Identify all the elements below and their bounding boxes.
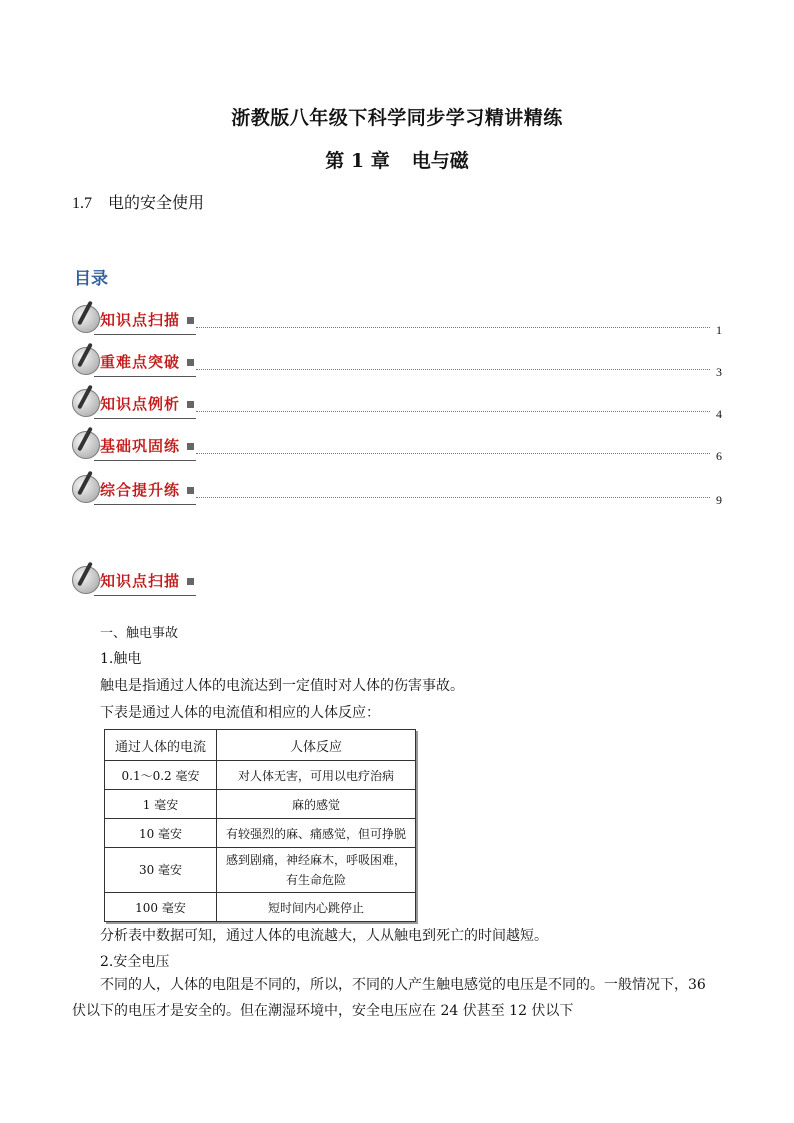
- part-title: 一、触电事故: [100, 626, 179, 641]
- toc-entry-label: 重难点突破: [100, 353, 181, 371]
- toc-heading: 目录: [74, 269, 108, 289]
- paragraph-analysis: 分析表中数据可知，通过人体的电流越大，人从触电到死亡的时间越短。: [100, 928, 548, 944]
- subheading-electric-shock: 1.触电: [100, 651, 142, 667]
- square-marker-icon: [187, 487, 194, 494]
- toc-entry[interactable]: [72, 387, 722, 423]
- dot-leader: [196, 369, 710, 370]
- dot-leader: [196, 327, 710, 328]
- dot-leader: [196, 497, 710, 498]
- toc-page-number: 9: [716, 493, 722, 507]
- toc-page-number: 6: [716, 449, 722, 463]
- toc-entry-label: 基础巩固练: [100, 437, 181, 455]
- dot-leader: [196, 453, 710, 454]
- table-cell-current: 30 毫安: [105, 848, 217, 893]
- table-cell-response: 有较强烈的麻、痛感觉，但可挣脱: [217, 819, 416, 848]
- toc-entry-label: 综合提升练: [100, 481, 181, 499]
- toc-badge: [72, 387, 196, 421]
- badge-underline: [94, 334, 196, 335]
- toc-entry-label: 知识点例析: [100, 395, 181, 413]
- table-row: [105, 790, 416, 819]
- paragraph-definition: 触电是指通过人体的电流达到一定值时对人体的伤害事故。: [100, 678, 464, 694]
- badge-underline: [94, 418, 196, 419]
- badge-underline: [94, 504, 196, 505]
- table-cell-response: 对人体无害，可用以电疗治病: [217, 761, 416, 790]
- section-name: 电的安全使用: [108, 193, 205, 212]
- toc-page-number: 1: [716, 323, 722, 337]
- toc-entry[interactable]: [72, 429, 722, 465]
- paragraph-table-intro: 下表是通过人体的电流值和相应的人体反应：: [100, 705, 380, 721]
- table-cell-response: 感到剧痛，神经麻木，呼吸困难，有生命危险: [217, 848, 416, 893]
- badge-underline: [94, 376, 196, 377]
- toc-entry[interactable]: [72, 473, 722, 509]
- section-badge-label: 知识点扫描: [100, 572, 181, 590]
- toc-entry[interactable]: [72, 303, 722, 339]
- table-row: [105, 848, 416, 893]
- page-title: 浙教版八年级下科学同步学习精讲精练: [231, 107, 563, 129]
- square-marker-icon: [187, 317, 194, 324]
- square-marker-icon: [187, 443, 194, 450]
- section-title: [72, 190, 204, 213]
- table-cell-current: 100 毫安: [105, 893, 217, 922]
- chapter-number: 第 1 章: [325, 150, 390, 172]
- subheading-safe-voltage: 2.安全电压: [100, 954, 170, 970]
- toc-entry[interactable]: [72, 345, 722, 381]
- table-cell-current: 0.1～0.2 毫安: [105, 761, 217, 790]
- toc-page-number: 3: [716, 365, 722, 379]
- toc-badge: [72, 303, 196, 337]
- table-cell-current: 1 毫安: [105, 790, 217, 819]
- toc-badge: [72, 473, 196, 507]
- paragraph-safe-voltage: 不同的人，人体的电阻是不同的，所以，不同的人产生触电感觉的电压是不同的。一般情况下，36 伏以下的电压才是安全的。但在潮湿环境中，安全电压应在 24 伏甚至 12 伏以下: [72, 977, 706, 1019]
- section-badge: [72, 564, 202, 600]
- current-response-table: [104, 729, 416, 922]
- dot-leader: [196, 411, 710, 412]
- square-marker-icon: [187, 401, 194, 408]
- table-row: [105, 893, 416, 922]
- toc-badge: [72, 345, 196, 379]
- badge-underline: [94, 460, 196, 461]
- table-row: [105, 819, 416, 848]
- table-cell-response: 短时间内心跳停止: [217, 893, 416, 922]
- table-header-cell: 人体反应: [217, 730, 416, 761]
- badge-underline: [94, 595, 196, 596]
- square-marker-icon: [187, 578, 194, 585]
- toc-badge: [72, 429, 196, 463]
- table-cell-current: 10 毫安: [105, 819, 217, 848]
- table-header-row: [105, 730, 416, 761]
- section-number: 1.7: [72, 195, 92, 212]
- chapter-title: [0, 146, 794, 173]
- table-cell-response: 麻的感觉: [217, 790, 416, 819]
- chapter-name: 电与磁: [411, 150, 469, 172]
- section-badge-graphic: [72, 564, 196, 598]
- toc-page-number: 4: [716, 407, 722, 421]
- table-row: [105, 761, 416, 790]
- square-marker-icon: [187, 359, 194, 366]
- toc-entry-label: 知识点扫描: [100, 311, 181, 329]
- table-header-cell: 通过人体的电流: [105, 730, 217, 761]
